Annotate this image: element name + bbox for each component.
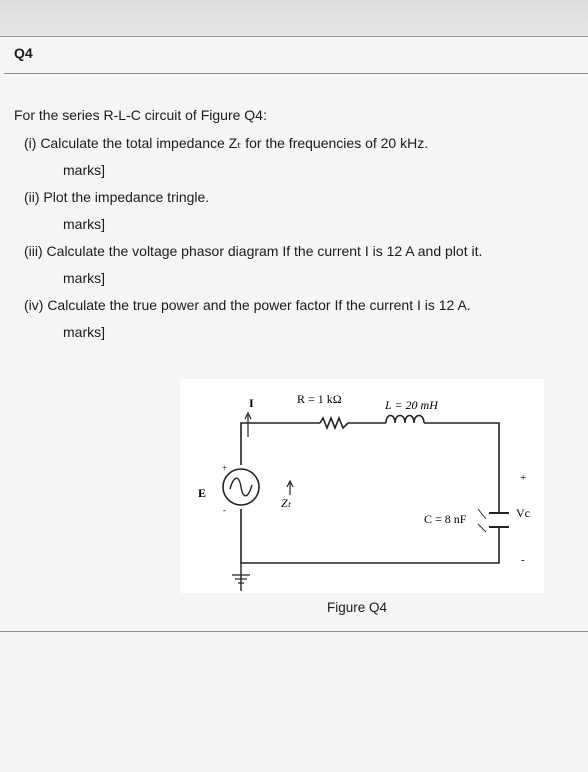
capacitor-label: C = 8 nF: [424, 512, 467, 526]
vc-plus-label: +: [520, 472, 527, 484]
wire-top-right: [424, 423, 499, 513]
resistor-label: R = 1 kΩ: [297, 392, 342, 406]
inductor-label: L = 20 mH: [385, 398, 438, 412]
part-i: (i) Calculate the total impedance Zₜ for the frequencies of 20 kHz.: [24, 135, 429, 151]
source-minus-label: -: [223, 505, 226, 515]
wire-top-left: [241, 423, 320, 465]
part-iii: (iii) Calculate the voltage phasor diagram If the current I is 12 A and plot it.: [24, 243, 483, 259]
question-sheet: [0, 36, 588, 632]
part-iii-marks: marks]: [63, 270, 105, 286]
capacitor-symbol: [489, 513, 509, 527]
inductor-symbol: [386, 416, 424, 424]
figure-caption: Figure Q4: [327, 600, 388, 615]
circuit-diagram: [180, 379, 544, 593]
question-header: [4, 37, 588, 74]
circuit-figure: [180, 379, 544, 593]
impedance-label: Zₜ: [281, 496, 292, 510]
vc-label: Vc: [516, 506, 530, 520]
capacitor-hatch-1: [478, 509, 486, 519]
part-ii-marks: marks]: [63, 216, 105, 232]
part-iv-marks: marks]: [63, 324, 105, 340]
intro-text: For the series R-L-C circuit of Figure Q4:: [14, 107, 267, 123]
source-plus-label: +: [222, 463, 228, 473]
source-label: E: [198, 486, 207, 500]
resistor-symbol: [320, 418, 348, 428]
part-i-marks: marks]: [63, 162, 105, 178]
part-iv: (iv) Calculate the true power and the power factor If the current I is 12 A.: [24, 297, 471, 313]
part-ii: (ii) Plot the impedance tringle.: [24, 189, 210, 205]
vc-minus-label: -: [521, 554, 525, 566]
current-label: I: [249, 396, 254, 410]
capacitor-hatch-2: [478, 524, 486, 532]
question-number: Q4: [14, 45, 33, 61]
